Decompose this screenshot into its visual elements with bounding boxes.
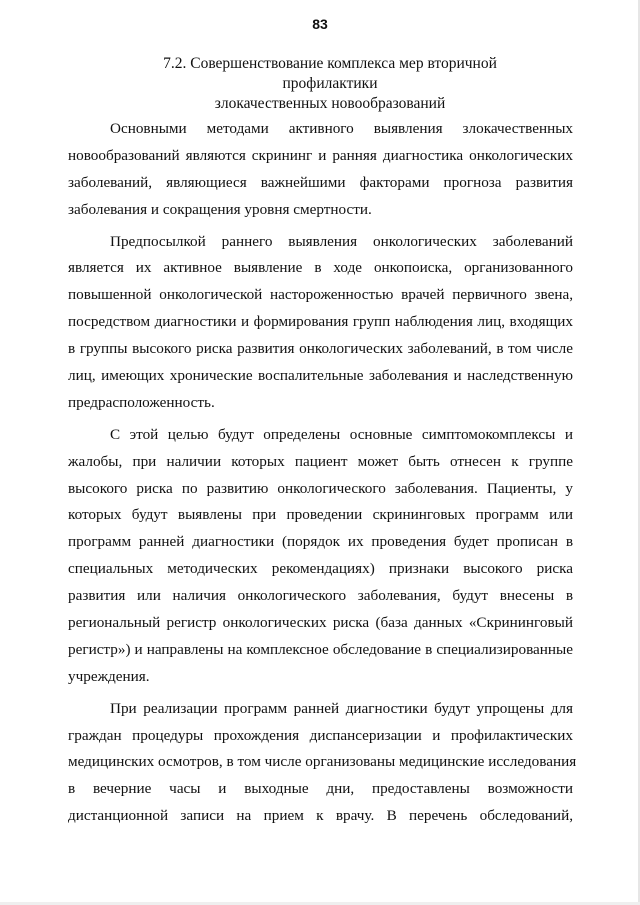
text-line: программ ранней диагностики (порядок их проведения будет прописан в — [68, 533, 573, 551]
paragraph-3 — [68, 422, 573, 691]
text-line: Предпосылкой раннего выявления онкологических заболеваний — [110, 232, 573, 250]
text-line: посредством диагностики и формирования групп наблюдения лиц, входящих — [68, 313, 573, 331]
text-line: является их активное выявление в ходе онкопоиска, организованного — [68, 259, 573, 277]
text-line: в группы высокого риска развития онкологических заболеваний, в том числе — [68, 340, 573, 358]
paragraph-1 — [68, 116, 573, 224]
text-line: медицинских осмотров, в том числе организованы медицинские исследования — [68, 753, 577, 771]
text-line: которых будут выявлены при проведении скрининговых программ или — [68, 506, 573, 524]
text-line: развития или наличия онкологического заболевания, будут внесены в — [68, 587, 573, 605]
text-line: С этой целью будут определены основные симптомокомплексы и — [110, 425, 573, 443]
text-line: Основными методами активного выявления злокачественных — [110, 120, 573, 137]
text-line: жалобы, при наличии которых пациент может быть отнесен к группе — [68, 452, 573, 470]
text-line: граждан процедуры прохождения диспансеризации и профилактических — [68, 726, 573, 744]
section-heading-line-1: 7.2. Совершенствование комплекса мер вторичной профилактики — [163, 55, 497, 92]
body-text — [68, 116, 577, 830]
text-line: При реализации программ ранней диагностики будут упрощены для — [110, 699, 573, 717]
paragraph-4 — [68, 696, 577, 830]
text-line: регистр») и направлены на комплексное обследование в специализированные — [68, 640, 573, 658]
text-line: учреждения. — [68, 667, 150, 685]
paragraph-2 — [68, 229, 573, 417]
page-number: 83 — [312, 16, 328, 32]
section-heading-line-2: злокачественных новообразований — [214, 95, 446, 112]
text-line: специальных методических рекомендациях) признаки высокого риска — [68, 560, 573, 578]
text-line: предрасположенность. — [68, 393, 215, 411]
text-line: лиц, имеющих хронические воспалительные заболевания и наследственную — [68, 367, 573, 385]
text-line: новообразований являются скрининг и ранняя диагностика онкологических — [68, 146, 573, 164]
section-heading — [120, 54, 540, 114]
text-line: дистанционной записи на прием к врачу. В перечень обследований, — [68, 807, 573, 825]
text-line: в вечерние часы и выходные дни, предоставлены возможности — [68, 780, 573, 798]
text-line: заболевания и сокращения уровня смертности. — [68, 200, 372, 218]
text-line: повышенной онкологической настороженностью врачей первичного звена, — [68, 286, 573, 304]
text-line: региональный регистр онкологических риска (база данных «Скрининговый — [68, 614, 573, 632]
text-line: заболеваний, являющиеся важнейшими факторами прогноза развития — [68, 173, 573, 191]
text-line: высокого риска по развитию онкологического заболевания. Пациенты, у — [68, 479, 573, 497]
